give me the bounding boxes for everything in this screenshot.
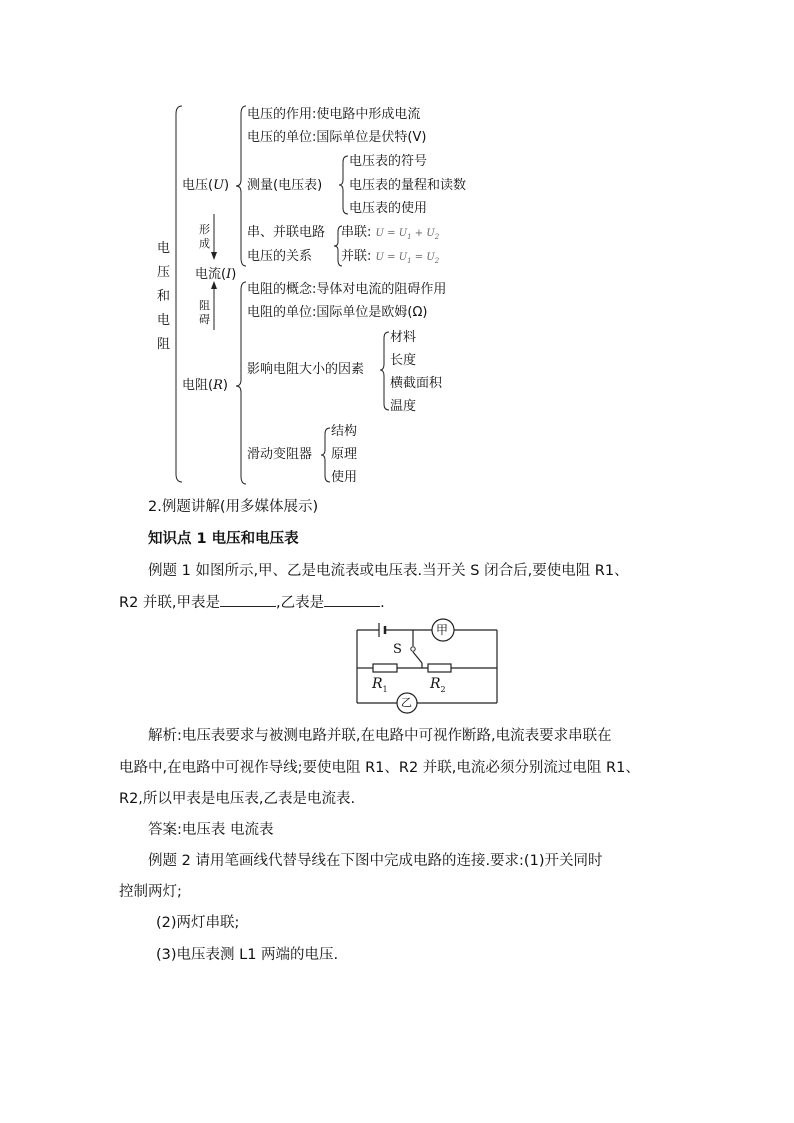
factor-item: 温度 (390, 399, 417, 414)
relation-line1: 串、并联电路 (247, 225, 326, 240)
impede-char: 碍 (199, 313, 210, 326)
example2-line1: 例题 2 请用笔画线代替导线在下图中完成电路的连接.要求:(1)开关同时 (148, 853, 603, 869)
meter-jia-label: 甲 (436, 623, 449, 637)
impede-char: 阻 (199, 299, 210, 312)
root-char: 电 (157, 241, 171, 256)
analysis-line2: 电路中,在电路中可视作导线;要使电阻 R1、R2 并联,电流必须分别流过电阻 R1、 (119, 760, 640, 776)
factor-item: 材料 (390, 330, 417, 345)
rheostat-item: 结构 (331, 424, 358, 439)
parallel-formula: 并联: $U = U_1 = U_2$ (341, 249, 440, 265)
rheostat-item: 使用 (331, 470, 358, 485)
factor-item: 长度 (390, 353, 417, 368)
requirement-3: (3)电压表测 L1 两端的电压. (156, 947, 339, 963)
current-node: 电流(I) (195, 267, 237, 282)
factors-brace (380, 332, 389, 410)
voltage-brace (236, 106, 246, 266)
root-char: 电 (157, 313, 171, 328)
root-char: 和 (157, 289, 171, 304)
section-heading: 2.例题讲解(用多媒体展示) (148, 499, 319, 515)
resistor-r1 (373, 664, 397, 672)
form-char: 成 (199, 237, 210, 250)
meter-yi-label: 乙 (401, 696, 412, 709)
factor-item: 横截面积 (390, 376, 443, 391)
example1-line1: 例题 1 如图所示,甲、乙是电流表或电压表.当开关 S 闭合后,要使电阻 R1、 (148, 563, 629, 579)
r2-label: $R_2$ (430, 676, 446, 694)
switch-pivot (411, 647, 415, 651)
root-char: 压 (157, 265, 171, 280)
rheostat-brace (321, 428, 330, 482)
rheostat-item: 原理 (331, 447, 358, 462)
resistance-unit: 电阻的单位:国际单位是欧姆(Ω) (247, 305, 428, 320)
answer-line: 答案:电压表 电流表 (148, 822, 274, 838)
voltage-node: 电压(U) (182, 178, 230, 193)
series-formula: 串联: $U = U_1 + U_2$ (341, 225, 440, 241)
measure-brace (339, 156, 348, 214)
knowledge-point-heading: 知识点 1 电压和电压表 (148, 531, 299, 547)
example2-line2: 控制两灯; (119, 884, 182, 900)
requirement-2: (2)两灯串联; (156, 915, 240, 931)
resistance-brace (236, 282, 246, 484)
rheostat: 滑动变阻器 (247, 447, 313, 462)
measure-sub-item: 电压表的使用 (349, 201, 428, 216)
resistance-node: 电阻(R) (182, 378, 228, 393)
switch-label: S (393, 642, 402, 657)
relation-line2: 电压的关系 (247, 249, 313, 264)
resistance-factors: 影响电阻大小的因素 (247, 362, 365, 377)
measure-sub-item: 电压表的量程和读数 (349, 178, 467, 193)
resistor-r2 (428, 664, 451, 672)
voltage-role: 电压的作用:使电路中形成电流 (247, 107, 421, 122)
answer-blank-jia (220, 593, 276, 607)
measure-sub-item: 电压表的符号 (349, 154, 428, 169)
answer-blank-yi (324, 593, 380, 607)
resistance-concept: 电阻的概念:导体对电流的阻碍作用 (247, 282, 447, 297)
voltage-unit: 电压的单位:国际单位是伏特(V) (247, 130, 427, 145)
voltage-measure: 测量(电压表) (247, 178, 323, 193)
root-char: 阻 (157, 337, 171, 352)
root-brace (176, 106, 182, 482)
analysis-line3: R2,所以甲表是电压表,乙表是电流表. (119, 791, 356, 807)
analysis-line1: 解析:电压表要求与被测电路并联,在电路中可视作断路,电流表要求串联在 (148, 728, 612, 744)
r1-label: $R_1$ (372, 676, 388, 694)
form-char: 形 (199, 223, 210, 236)
example1-line2: R2 并联,甲表是 ,乙表是 . (119, 595, 385, 611)
